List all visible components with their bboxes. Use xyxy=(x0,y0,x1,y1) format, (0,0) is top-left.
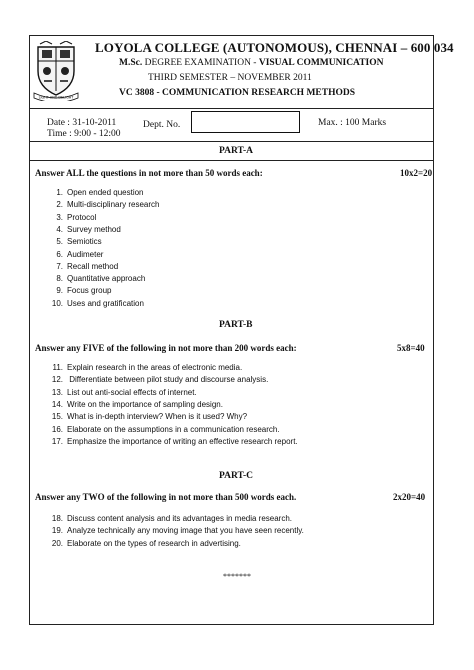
question-number: 8. xyxy=(56,274,63,284)
question-item xyxy=(47,539,241,548)
part-a-marks: 10x2=20 xyxy=(400,168,433,178)
part-b-title: PART-B xyxy=(219,320,253,330)
question-item xyxy=(47,286,111,295)
question-text: Open ended question xyxy=(67,188,144,197)
question-text: Recall method xyxy=(67,261,119,271)
question-item xyxy=(47,400,223,409)
exam-title xyxy=(119,58,384,68)
question-number: 2. xyxy=(56,200,63,210)
question-number: 15. xyxy=(51,412,63,422)
part-b-marks: 5x8=40 xyxy=(397,343,425,353)
question-item xyxy=(47,213,96,222)
exam-date: Date : 31-10-2011 xyxy=(47,118,117,128)
question-item xyxy=(47,250,103,259)
question-text: Emphasize the importance of writing an effective research report. xyxy=(67,436,298,446)
question-text: Analyze technically any moving image that you have seen recently. xyxy=(67,526,304,536)
degree-label: M.Sc. xyxy=(119,58,143,68)
end-stars: ******* xyxy=(223,572,251,581)
question-text: Explain research in the areas of electronic media. xyxy=(67,363,243,372)
question-number: 19. xyxy=(51,526,63,536)
question-text: Elaborate on the assumptions in a communication research. xyxy=(67,424,280,434)
part-b-instruction: Answer any FIVE of the following in not more than 200 words each: xyxy=(35,343,297,353)
question-text: Write on the importance of sampling design. xyxy=(67,399,223,409)
question-item xyxy=(47,526,304,535)
question-number: 17. xyxy=(51,436,63,446)
question-text: Uses and gratification xyxy=(67,298,144,308)
question-number: 4. xyxy=(56,224,63,234)
question-number: 11. xyxy=(52,363,63,372)
question-item xyxy=(47,225,121,234)
exam-middle: DEGREE EXAMINATION - xyxy=(142,58,259,68)
question-text: Focus group xyxy=(67,286,112,296)
question-number: 3. xyxy=(56,212,63,222)
dept-label: Dept. No. xyxy=(143,120,181,130)
exam-subject: VISUAL COMMUNICATION xyxy=(258,58,384,68)
question-text: Elaborate on the types of research in advertising. xyxy=(67,538,241,548)
part-a-title: PART-A xyxy=(219,146,253,156)
question-text: Differentiate between pilot study and discourse analysis. xyxy=(67,375,269,385)
question-number: 7. xyxy=(56,261,63,271)
course-title: VC 3808 - COMMUNICATION RESEARCH METHODS xyxy=(119,88,356,98)
question-text: Protocol xyxy=(67,212,97,222)
question-text: Discuss content analysis and its advantages in media research. xyxy=(67,514,293,523)
question-number: 13. xyxy=(51,387,63,397)
question-number: 10. xyxy=(51,298,63,308)
part-c-marks: 2x20=40 xyxy=(393,492,426,502)
part-a-instruction: Answer ALL the questions in not more than 50 words each: xyxy=(35,168,263,178)
question-item xyxy=(47,274,145,283)
semester-line: THIRD SEMESTER – NOVEMBER 2011 xyxy=(148,73,312,83)
question-text: What is in-depth interview? When is it used? Why? xyxy=(67,412,248,422)
college-crest-logo xyxy=(32,41,80,101)
question-text: Audimeter xyxy=(67,249,104,259)
question-item xyxy=(47,375,268,384)
dept-number-box[interactable] xyxy=(191,111,300,133)
question-number: 5. xyxy=(56,237,63,247)
question-item xyxy=(47,412,247,421)
exam-time: Time : 9:00 - 12:00 xyxy=(47,129,121,139)
question-item xyxy=(47,363,242,372)
question-text: Quantitative approach xyxy=(67,274,146,284)
question-number: 6. xyxy=(56,249,63,259)
question-number: 9. xyxy=(56,286,63,296)
meta-divider xyxy=(29,141,434,142)
question-item xyxy=(47,299,144,308)
part-c-title: PART-C xyxy=(219,471,253,481)
max-marks: Max. : 100 Marks xyxy=(318,118,387,128)
question-item xyxy=(47,237,102,246)
logo-motto: LIGHT AND DELIGHT xyxy=(38,95,74,100)
question-number: 20. xyxy=(51,538,63,548)
part-a-divider xyxy=(29,160,434,161)
question-item xyxy=(47,425,280,434)
header-divider xyxy=(29,108,434,109)
question-item xyxy=(47,262,118,271)
question-number: 16. xyxy=(51,424,63,434)
question-text: Survey method xyxy=(67,224,121,234)
college-name: LOYOLA COLLEGE (AUTONOMOUS), CHENNAI – 600 034 xyxy=(95,40,454,55)
question-number: 14. xyxy=(51,399,63,409)
question-text: List out anti-social effects of internet. xyxy=(67,387,197,397)
question-number: 12. xyxy=(51,375,63,385)
question-item xyxy=(47,437,298,446)
part-c-instruction: Answer any TWO of the following in not more than 500 words each. xyxy=(35,492,297,502)
question-item xyxy=(47,188,144,197)
question-item xyxy=(47,514,292,523)
question-text: Semiotics xyxy=(67,237,102,247)
question-number: 1. xyxy=(56,188,63,197)
question-text: Multi-disciplinary research xyxy=(67,200,160,210)
question-item xyxy=(47,388,197,397)
question-item xyxy=(47,200,159,209)
question-number: 18. xyxy=(51,514,63,523)
